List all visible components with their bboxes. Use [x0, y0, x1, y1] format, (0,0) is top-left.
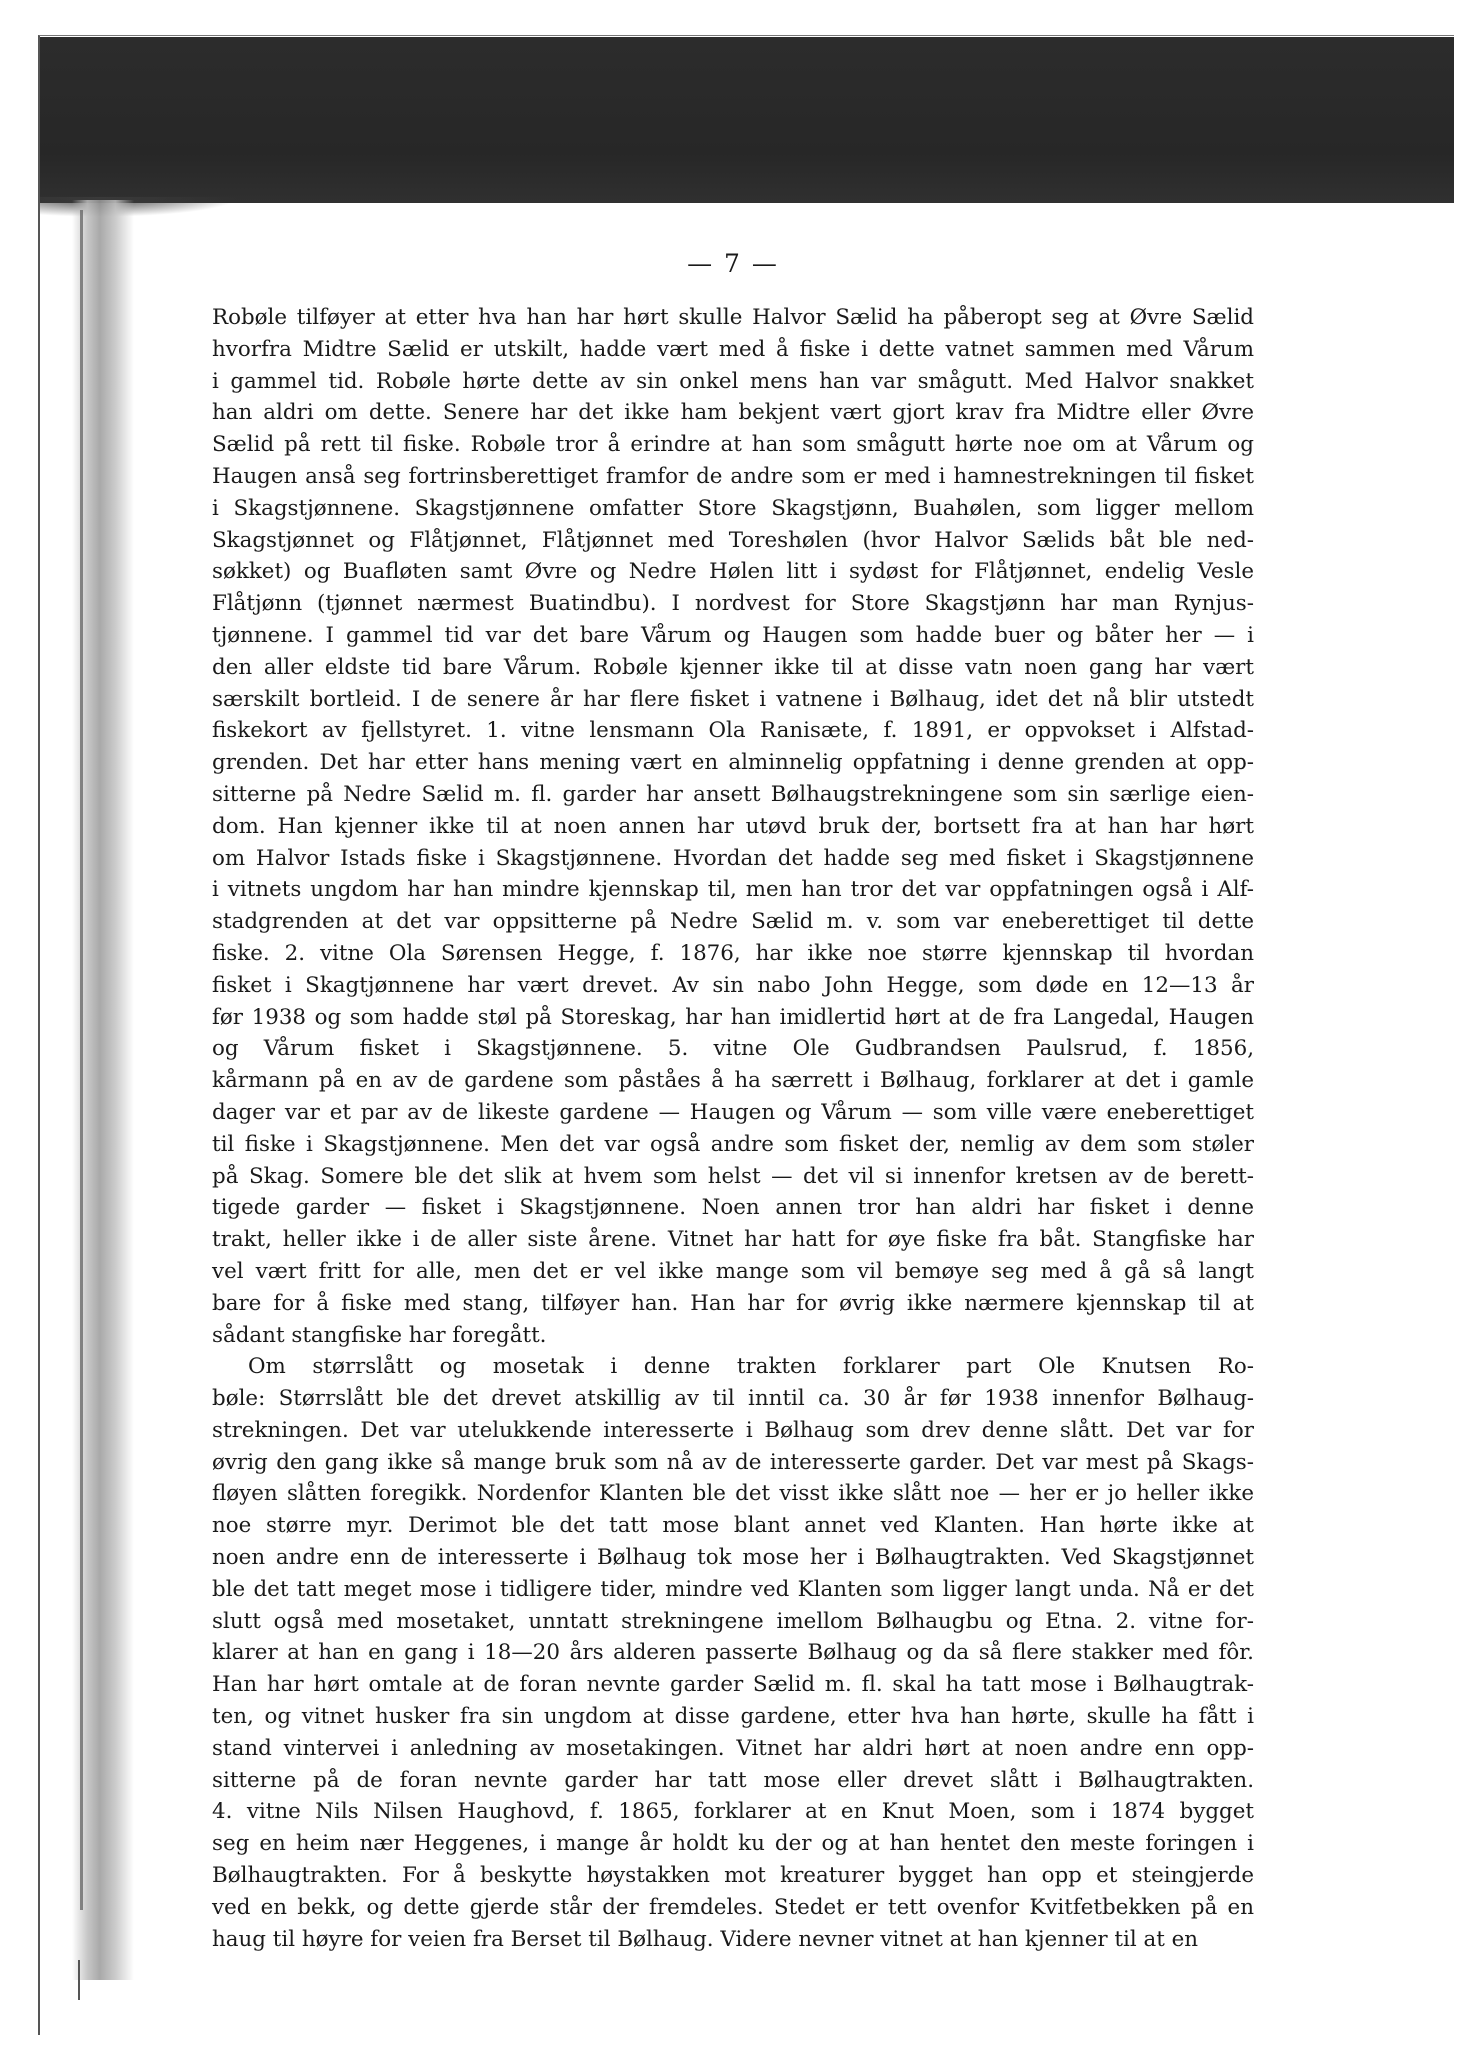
text-line: Sælid på rett til fiske. Robøle tror å erindre at han som smågutt hørte noe om at Vårum og — [212, 432, 1254, 458]
text-line: bøle: Størrslått ble det drevet atskillig av til inntil ca. 30 år før 1938 innenfor Bølhaug- — [212, 1386, 1254, 1412]
paragraph — [212, 1351, 1254, 1955]
paragraph — [212, 302, 1254, 1351]
text-line: i Skagstjønnene. Skagstjønnene omfatter Store Skagstjønn, Buahølen, som ligger mellom — [212, 495, 1254, 521]
text-line: Robøle tilføyer at etter hva han har hørt skulle Halvor Sælid ha påberopt seg at Øvre Sælid — [212, 305, 1254, 330]
document-body — [212, 302, 1254, 1955]
text-line: noen andre enn de interesserte i Bølhaug tok mose her i Bølhaugtrakten. Ved Skagstjønnet — [212, 1545, 1254, 1571]
page-edge-mark — [78, 1960, 80, 2000]
text-line: Skagstjønnet og Flåtjønnet, Flåtjønnet med Toreshølen (hvor Halvor Sælids båt ble ned- — [212, 527, 1254, 553]
page-number: — 7 — — [687, 249, 779, 278]
text-line: grenden. Det har etter hans mening vært en alminnelig oppfatning i denne grenden at opp- — [212, 750, 1254, 776]
text-line: den aller eldste tid bare Vårum. Robøle kjenner ikke til at disse vatn noen gang har vært — [212, 654, 1254, 680]
text-line: særskilt bortleid. I de senere år har flere fisket i vatnene i Bølhaug, idet det nå blir utstedt — [212, 686, 1254, 712]
binding-edge-line — [80, 210, 83, 1910]
text-line: klarer at han en gang i 18—20 års alderen passerte Bølhaug og da så flere stakker med fôr. — [212, 1640, 1254, 1666]
text-line: bare for å fiske med stang, tilføyer han. Han har for øvrig ikke nærmere kjennskap til at — [212, 1290, 1254, 1316]
scan-dark-band — [40, 37, 1454, 203]
text-line: vel vært fritt for alle, men det er vel ikke mange som vil bemøye seg med å gå så langt — [212, 1258, 1254, 1284]
text-line: trakt, heller ikke i de aller siste årene. Vitnet har hatt for øye fiske fra båt. Stangfiske har — [212, 1227, 1254, 1253]
text-line: kårmann på en av de gardene som påståes å ha særrett i Bølhaug, forklarer at det i gamle — [212, 1068, 1254, 1094]
text-line: tjønnene. I gammel tid var det bare Vårum og Haugen som hadde buer og båter her — i — [212, 622, 1254, 648]
text-line: dager var et par av de likeste gardene — Haugen og Vårum — som ville være eneberettiget — [212, 1099, 1254, 1125]
text-line: Han har hørt omtale at de foran nevnte garder Sælid m. fl. skal ha tatt mose i Bølhaugtrak- — [212, 1672, 1254, 1698]
text-line: noe større myr. Derimot ble det tatt mose blant annet ved Klanten. Han hørte ikke at — [212, 1513, 1254, 1539]
text-line: Flåtjønn (tjønnet nærmest Buatindbu). I nordvest for Store Skagstjønn har man Rynjus- — [212, 591, 1254, 617]
text-line: sitterne på de foran nevnte garder har tatt mose eller drevet slått i Bølhaugtrakten. — [212, 1767, 1254, 1793]
text-line: i gammel tid. Robøle hørte dette av sin onkel mens han var smågutt. Med Halvor snakket — [212, 368, 1254, 394]
text-line: haug til høyre for veien fra Berset til Bølhaug. Videre nevner vitnet at han kjenner til at en — [212, 1926, 1199, 1952]
text-line: stadgrenden at det var oppsitterne på Nedre Sælid m. v. som var eneberettiget til dette — [212, 909, 1254, 935]
text-line: og Vårum fisket i Skagstjønnene. 5. vitne Ole Gudbrandsen Paulsrud, f. 1856, — [212, 1036, 1254, 1062]
text-line: fløyen slåtten foregikk. Nordenfor Klanten ble det visst ikke slått noe — her er jo heller ikke — [212, 1481, 1254, 1507]
text-line: tigede garder — fisket i Skagstjønnene. Noen annen tror han aldri har fisket i denne — [212, 1195, 1254, 1221]
text-line: hvorfra Midtre Sælid er utskilt, hadde vært med å fiske i dette vatnet sammen med Vårum — [212, 336, 1254, 362]
text-line: strekningen. Det var utelukkende interesserte i Bølhaug som drev denne slått. Det var for — [212, 1417, 1254, 1443]
text-line: sitterne på Nedre Sælid m. fl. garder har ansett Bølhaugstrekningene som sin særlige eien- — [212, 781, 1254, 807]
text-line: før 1938 og som hadde støl på Storeskag, har han imidlertid hørt at de fra Langedal, Haugen — [212, 1004, 1254, 1030]
text-line: slutt også med mosetaket, unntatt strekningene imellom Bølhaugbu og Etna. 2. vitne for- — [212, 1608, 1254, 1634]
text-line: dom. Han kjenner ikke til at noen annen har utøvd bruk der, bortsett fra at han har hørt — [212, 813, 1254, 839]
text-line: på Skag. Somere ble det slik at hvem som helst — det vil si innenfor kretsen av de berett- — [212, 1163, 1254, 1189]
text-line: stand vintervei i anledning av mosetakingen. Vitnet har aldri hørt at noen andre enn opp- — [212, 1735, 1254, 1761]
text-line: Haugen anså seg fortrinsberettiget framfor de andre som er med i hamnestrekningen til fisket — [212, 463, 1254, 489]
text-line: fiske. 2. vitne Ola Sørensen Hegge, f. 1876, har ikke noe større kjennskap til hvordan — [212, 940, 1254, 966]
text-line: øvrig den gang ikke så mange bruk som nå av de interesserte garder. Det var mest på Skags- — [212, 1449, 1254, 1475]
text-line: fisket i Skagtjønnene har vært drevet. Av sin nabo John Hegge, som døde en 12—13 år — [212, 972, 1254, 998]
text-line: sådant stangfiske har foregått. — [212, 1322, 547, 1348]
text-line: Om størrslått og mosetak i denne trakten forklarer part Ole Knutsen Ro- — [248, 1354, 1254, 1380]
text-line: ten, og vitnet husker fra sin ungdom at disse gardene, etter hva han hørte, skulle ha fått i — [212, 1704, 1254, 1730]
text-line: til fiske i Skagstjønnene. Men det var også andre som fisket der, nemlig av dem som støler — [212, 1131, 1254, 1157]
text-line: søkket) og Buafløten samt Øvre og Nedre Hølen litt i sydøst for Flåtjønnet, endelig Vesle — [212, 559, 1254, 585]
text-line: seg en heim nær Heggenes, i mange år holdt ku der og at han hentet den meste foringen i — [212, 1831, 1254, 1857]
text-line: i vitnets ungdom har han mindre kjennskap til, men han tror det var oppfatningen også i Alf- — [212, 877, 1254, 903]
text-line: Bølhaugtrakten. For å beskytte høystakken mot kreaturer bygget han opp et steingjerde — [212, 1863, 1254, 1889]
text-line: han aldri om dette. Senere har det ikke ham bekjent vært gjort krav fra Midtre eller Øvre — [212, 400, 1254, 426]
text-line: om Halvor Istads fiske i Skagstjønnene. Hvordan det hadde seg med fisket i Skagstjønnene — [212, 845, 1254, 871]
text-line: ved en bekk, og dette gjerde står der fremdeles. Stedet er tett ovenfor Kvitfetbekken på en — [212, 1894, 1254, 1920]
text-line: fiskekort av fjellstyret. 1. vitne lensmann Ola Ranisæte, f. 1891, er oppvokset i Alfstad- — [212, 718, 1254, 744]
text-line: ble det tatt meget mose i tidligere tider, mindre ved Klanten som ligger langt unda. Nå er det — [212, 1576, 1254, 1602]
text-line: 4. vitne Nils Nilsen Haughovd, f. 1865, forklarer at en Knut Moen, som i 1874 bygget — [212, 1799, 1254, 1825]
